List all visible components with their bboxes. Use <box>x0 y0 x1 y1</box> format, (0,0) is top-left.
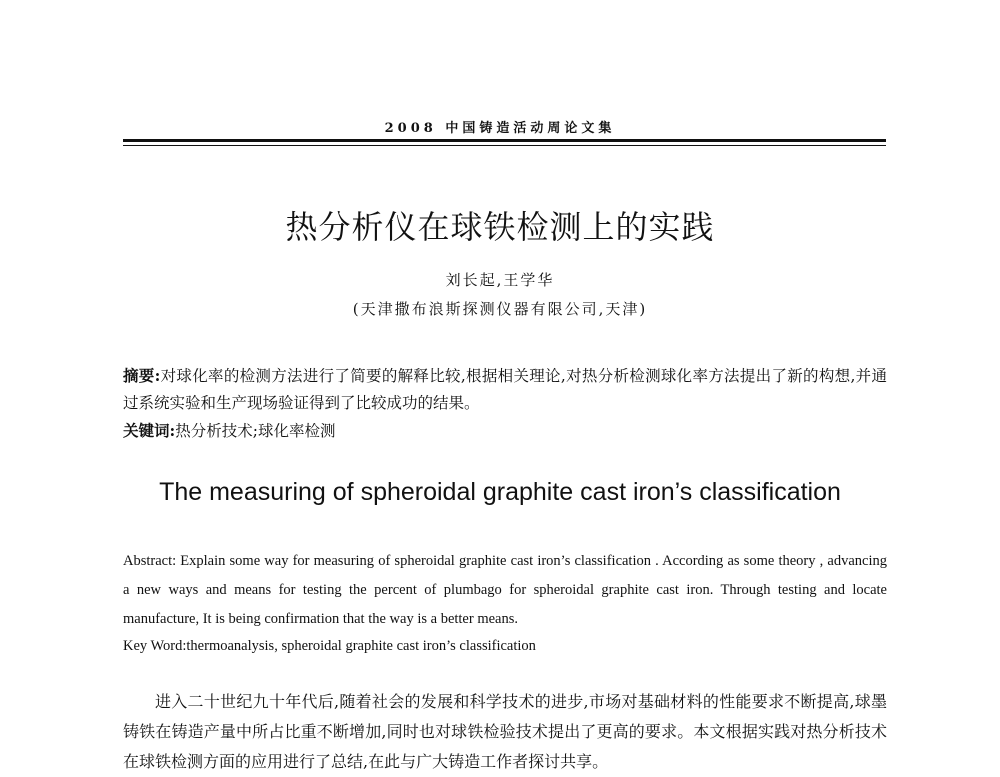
body-paragraph: 进入二十世纪九十年代后,随着社会的发展和科学技术的进步,市场对基础材料的性能要求不断提高,球墨铸铁在铸造产量中所占比重不断增加,同时也对球铁检验技术提出了更高的要求。本文根据实践对热分析技术在球铁检测方面的应用进行了总结,在此与广大铸造工作者探讨共享。 <box>123 692 887 771</box>
header-rule-thin <box>123 145 886 146</box>
paper-title-en: The measuring of spheroidal graphite cast iron’s classification <box>159 478 841 506</box>
authors: 刘长起,王学华 <box>445 271 555 289</box>
header-rule-thick <box>123 139 886 142</box>
abstract-cn-text: 对球化率的检测方法进行了简要的解释比较,根据相关理论,对热分析检测球化率方法提出了新的构想,并通过系统实验和生产现场验证得到了比较成功的结果。 <box>123 367 887 412</box>
running-header: 2008 中国铸造活动周论文集 <box>384 121 616 136</box>
keywords-cn <box>123 417 887 445</box>
paper-title-cn: 热分析仪在球铁检测上的实践 <box>285 208 715 246</box>
abstract-en: Abstract: Explain some way for measuring of spheroidal graphite cast iron’s classification . According as some theory , advancing a new ways and means for testing the percent of plumbago for spheroidal graphite cast iron. Through testing and locate manufacture, It is being confirmation that the way is a better means. <box>123 553 887 627</box>
abstract-cn-label: 摘要: <box>123 366 161 385</box>
keywords-cn-text: 热分析技术;球化率检测 <box>175 422 336 440</box>
keywords-en: Key Word:thermoanalysis, spheroidal graphite cast iron’s classification <box>123 638 536 654</box>
affiliation: (天津撒布浪斯探测仪器有限公司,天津) <box>352 300 648 318</box>
abstract-cn <box>123 362 887 417</box>
keywords-cn-label: 关键词: <box>123 421 176 440</box>
